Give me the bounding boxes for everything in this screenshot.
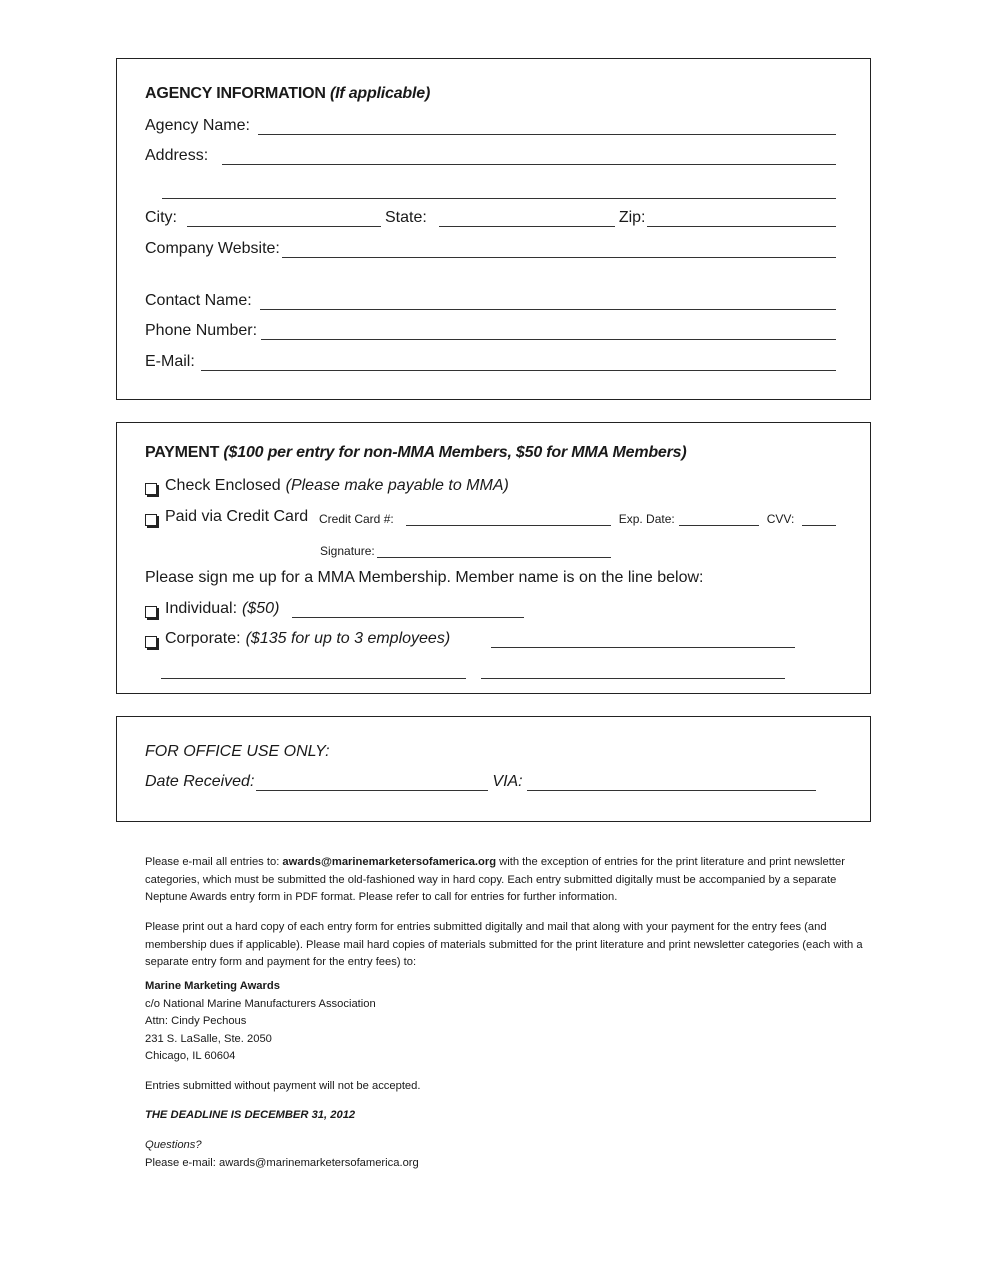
questions-contact[interactable]: Please e-mail: awards@marinemarketersofamerica.org xyxy=(145,1156,419,1169)
warning-text: Entries submitted without payment will not be accepted. xyxy=(145,1080,421,1092)
address-row xyxy=(145,143,836,165)
address-row-2 xyxy=(162,177,836,199)
email-field[interactable] xyxy=(201,354,836,371)
office-use-section xyxy=(116,716,871,822)
corporate-note: ($135 for up to 3 employees) xyxy=(245,630,451,647)
contact-row xyxy=(145,288,836,310)
corporate-row xyxy=(145,626,836,648)
agency-heading-title: AGENCY INFORMATION xyxy=(145,85,326,102)
cvv-field[interactable] xyxy=(802,509,836,526)
cvv-label: CVV: xyxy=(766,512,795,526)
agency-heading xyxy=(145,85,430,103)
agency-name-row xyxy=(145,113,836,135)
deadline-text: THE DEADLINE IS DECEMBER 31, 2012 xyxy=(145,1109,356,1121)
p1-post: with the exception of entries for the print literature and print newsletter categories, which must be submitted the old-fashioned way in hard copy. Each entry submitted digitally must be accompanied by a separate Neptune Awards entry form in PDF format. Please refer to call for entries for further information. xyxy=(145,856,845,903)
payment-heading xyxy=(145,444,686,462)
website-label: Company Website: xyxy=(145,240,280,257)
address-line4: Chicago, IL 60604 xyxy=(145,1050,236,1062)
date-received-row xyxy=(145,769,816,791)
payment-section xyxy=(116,422,871,694)
contact-label: Contact Name: xyxy=(145,292,252,309)
address-line3: 231 S. LaSalle, Ste. 2050 xyxy=(145,1032,272,1045)
corporate-member-name-field-1[interactable] xyxy=(491,631,795,648)
phone-row xyxy=(145,318,836,340)
deadline-notice xyxy=(145,1107,865,1125)
corporate-member-name-field-3[interactable] xyxy=(481,662,785,679)
credit-label: Paid via Credit Card xyxy=(165,508,309,525)
corporate-checkbox[interactable] xyxy=(145,636,157,648)
individual-note: ($50) xyxy=(242,600,280,617)
signature-label: Signature: xyxy=(320,544,375,558)
corporate-row-2 xyxy=(161,657,836,679)
city-label: City: xyxy=(145,209,177,226)
agency-name-field[interactable] xyxy=(258,118,836,135)
individual-row xyxy=(145,596,836,618)
address-name: Marine Marketing Awards xyxy=(145,980,280,992)
credit-card-number-field[interactable] xyxy=(406,509,611,526)
website-row xyxy=(145,236,836,258)
date-received-label: Date Received: xyxy=(145,773,255,790)
membership-prompt: Please sign me up for a MMA Membership. Member name is on the line below: xyxy=(145,569,704,586)
p1-pre: Please e-mail all entries to: xyxy=(145,856,283,868)
agency-name-label: Agency Name: xyxy=(145,117,250,134)
address-line1: c/o National Marine Manufacturers Association xyxy=(145,997,376,1010)
payment-heading-note: ($100 per entry for non-MMA Members, $50 for MMA Members) xyxy=(223,444,687,461)
state-field[interactable] xyxy=(439,210,615,227)
office-heading-row xyxy=(145,739,836,761)
payment-warning xyxy=(145,1078,865,1096)
corporate-member-name-field-2[interactable] xyxy=(161,662,466,679)
p2: Please print out a hard copy of each entry form for entries submitted digitally and mail that along with your payment for the entry fees (and membership dues if applicable). Please mail hard copies of materials submitted for the print literature and print newsletter categories (each with a separate entry form and payment for the entry fees) to: xyxy=(145,921,863,968)
membership-prompt-row xyxy=(145,565,836,587)
city-field[interactable] xyxy=(187,210,381,227)
exp-date-field[interactable] xyxy=(679,509,759,526)
address-field-line1[interactable] xyxy=(222,148,836,165)
credit-row xyxy=(145,504,836,526)
address-line2: Attn: Cindy Pechous xyxy=(145,1015,247,1027)
questions-block xyxy=(145,1137,865,1172)
instructions-paragraph-1 xyxy=(145,854,865,907)
individual-checkbox[interactable] xyxy=(145,606,157,618)
phone-label: Phone Number: xyxy=(145,322,258,339)
credit-card-number-label: Credit Card #: xyxy=(319,512,394,526)
phone-field[interactable] xyxy=(261,323,836,340)
awards-email-link[interactable]: awards@marinemarketersofamerica.org xyxy=(282,856,497,868)
website-field[interactable] xyxy=(282,241,836,258)
individual-member-name-field[interactable] xyxy=(292,601,524,618)
agency-information-section xyxy=(116,58,871,400)
date-received-field[interactable] xyxy=(256,774,488,791)
office-heading: FOR OFFICE USE ONLY: xyxy=(145,743,330,760)
individual-label: Individual: xyxy=(165,600,238,617)
mailing-address xyxy=(145,978,865,1066)
contact-field[interactable] xyxy=(260,293,836,310)
exp-date-label: Exp. Date: xyxy=(618,512,675,526)
email-row xyxy=(145,349,836,371)
agency-heading-note: (If applicable) xyxy=(329,85,431,102)
check-note: (Please make payable to MMA) xyxy=(285,477,509,494)
zip-label: Zip: xyxy=(618,209,646,226)
address-label: Address: xyxy=(145,147,209,164)
email-label: E-Mail: xyxy=(145,353,195,370)
instructions-paragraph-2 xyxy=(145,919,865,972)
check-enclosed-checkbox[interactable] xyxy=(145,483,157,495)
city-state-zip-row xyxy=(145,205,836,227)
address-field-line2[interactable] xyxy=(162,182,836,199)
via-label: VIA: xyxy=(492,773,523,790)
payment-heading-title: PAYMENT xyxy=(145,444,220,461)
check-label: Check Enclosed xyxy=(165,477,281,494)
signature-row xyxy=(320,536,836,558)
zip-field[interactable] xyxy=(647,210,836,227)
state-label: State: xyxy=(385,209,427,226)
corporate-label: Corporate: xyxy=(165,630,241,647)
questions-text: Questions? xyxy=(145,1139,202,1151)
signature-field[interactable] xyxy=(377,541,611,558)
via-field[interactable] xyxy=(527,774,816,791)
check-row xyxy=(145,473,836,495)
credit-card-checkbox[interactable] xyxy=(145,514,157,526)
